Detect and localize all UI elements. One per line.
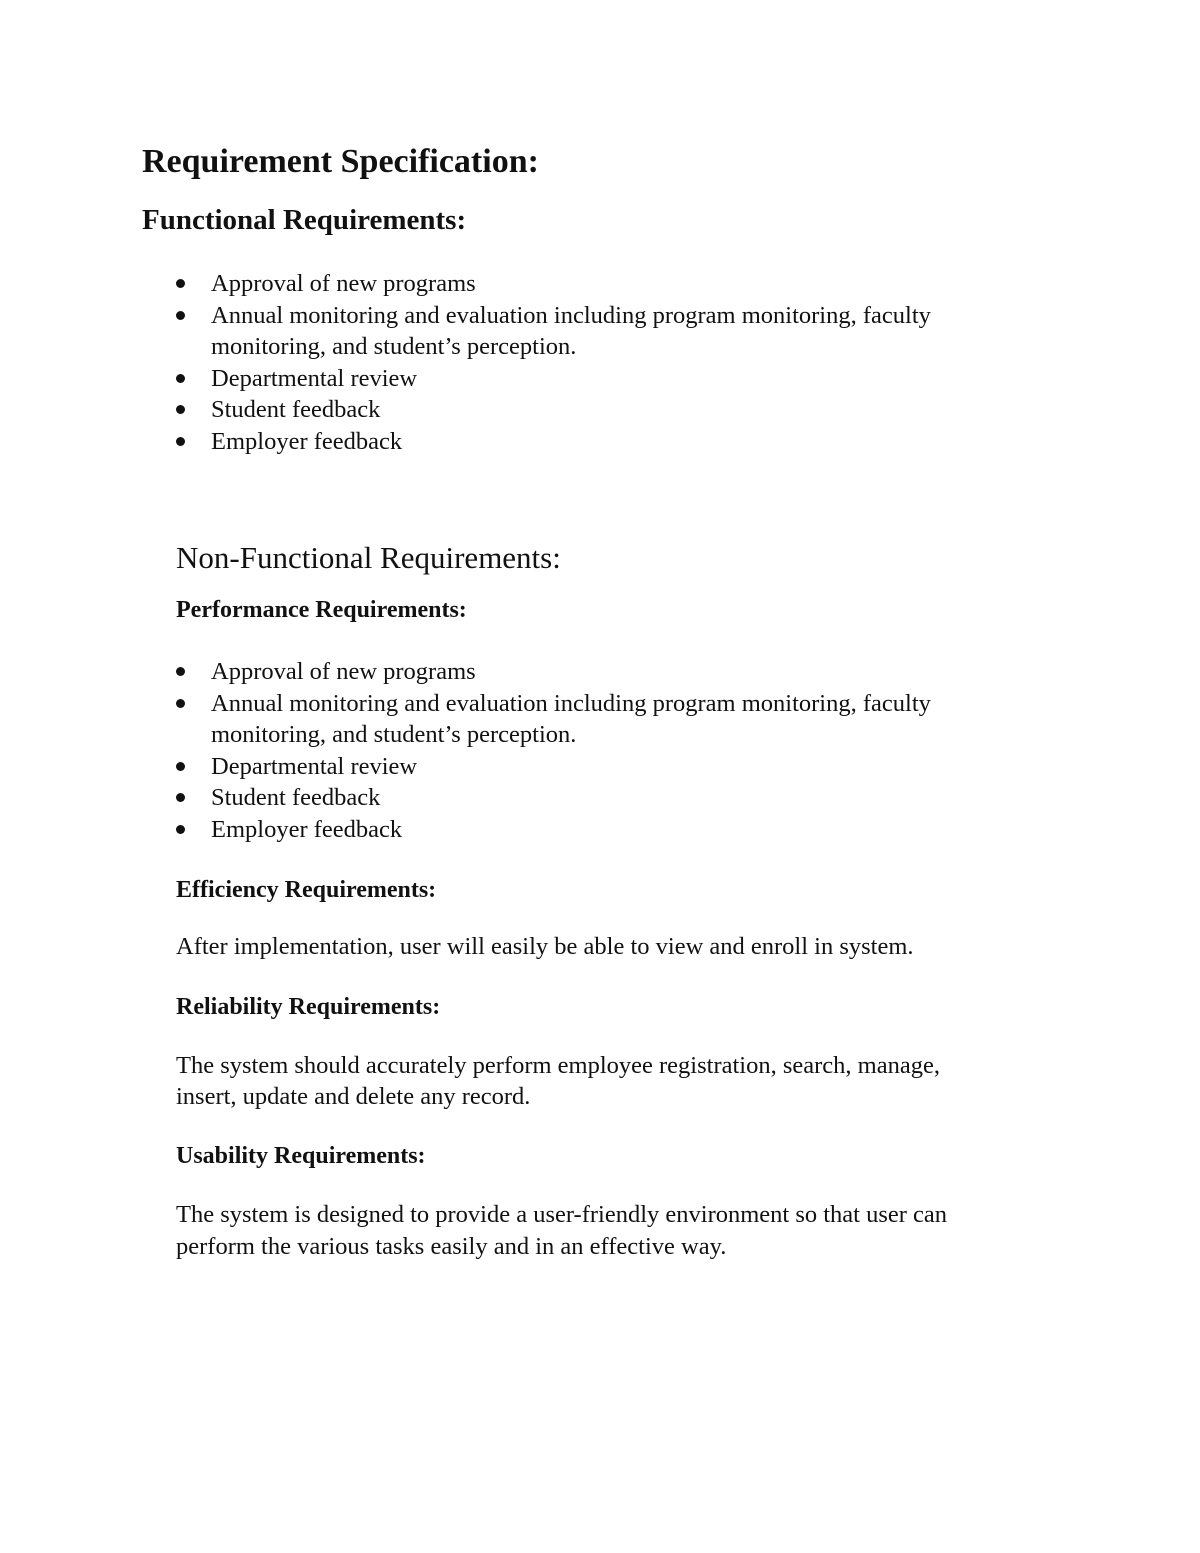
list-item-continuation (176, 331, 931, 363)
efficiency-requirements-text: After implementation, user will easily be able to view and enroll in system. (176, 933, 914, 960)
list-item-text: Approval of new programs (211, 658, 476, 685)
non-functional-requirements-heading: Non-Functional Requirements: (176, 540, 561, 575)
list-item (176, 782, 931, 814)
list-item (176, 363, 931, 395)
bullet-icon (176, 762, 185, 771)
reliability-requirements-text-line: insert, update and delete any record. (176, 1083, 531, 1110)
performance-requirements-list (176, 656, 931, 846)
bullet-icon (176, 311, 185, 320)
document-title: Requirement Specification: (142, 143, 539, 180)
performance-requirements-heading: Performance Requirements: (176, 597, 467, 623)
list-item (176, 426, 931, 458)
list-item-text: Employer feedback (211, 815, 403, 843)
list-item-text: Annual monitoring and evaluation including program monitoring, faculty (211, 689, 931, 717)
list-item (176, 751, 931, 783)
bullet-icon (176, 374, 185, 383)
functional-requirements-heading: Functional Requirements: (142, 204, 467, 236)
list-item-text: Approval of new programs (211, 270, 476, 297)
list-item (176, 268, 931, 300)
reliability-requirements-heading: Reliability Requirements: (176, 994, 441, 1020)
list-item-text: Annual monitoring and evaluation including program monitoring, faculty (211, 301, 931, 329)
list-item-text: Departmental review (211, 364, 418, 392)
bullet-icon (176, 279, 185, 288)
bullet-icon (176, 699, 185, 708)
list-item-text: Employer feedback (211, 427, 403, 455)
efficiency-requirements-heading: Efficiency Requirements: (176, 877, 437, 903)
list-item-text: Departmental review (211, 752, 418, 780)
list-item-text: monitoring, and student’s perception. (211, 721, 577, 749)
reliability-requirements-text-line: The system should accurately perform employee registration, search, manage, (176, 1052, 940, 1079)
bullet-icon (176, 437, 185, 446)
list-item (176, 814, 931, 846)
list-item (176, 300, 931, 332)
usability-requirements-text-line: perform the various tasks easily and in an effective way. (176, 1233, 727, 1260)
list-item (176, 688, 931, 720)
usability-requirements-text-line: The system is designed to provide a user-friendly environment so that user can (176, 1201, 948, 1228)
list-item-text: Student feedback (211, 396, 381, 424)
bullet-icon (176, 825, 185, 834)
list-item-text: Student feedback (211, 784, 381, 812)
functional-requirements-list (176, 268, 931, 458)
bullet-icon (176, 793, 185, 802)
list-item (176, 656, 931, 688)
bullet-icon (176, 667, 185, 676)
list-item-text: monitoring, and student’s perception. (211, 333, 577, 361)
usability-requirements-heading: Usability Requirements: (176, 1143, 426, 1169)
bullet-icon (176, 405, 185, 414)
list-item (176, 394, 931, 426)
list-item-continuation (176, 719, 931, 751)
